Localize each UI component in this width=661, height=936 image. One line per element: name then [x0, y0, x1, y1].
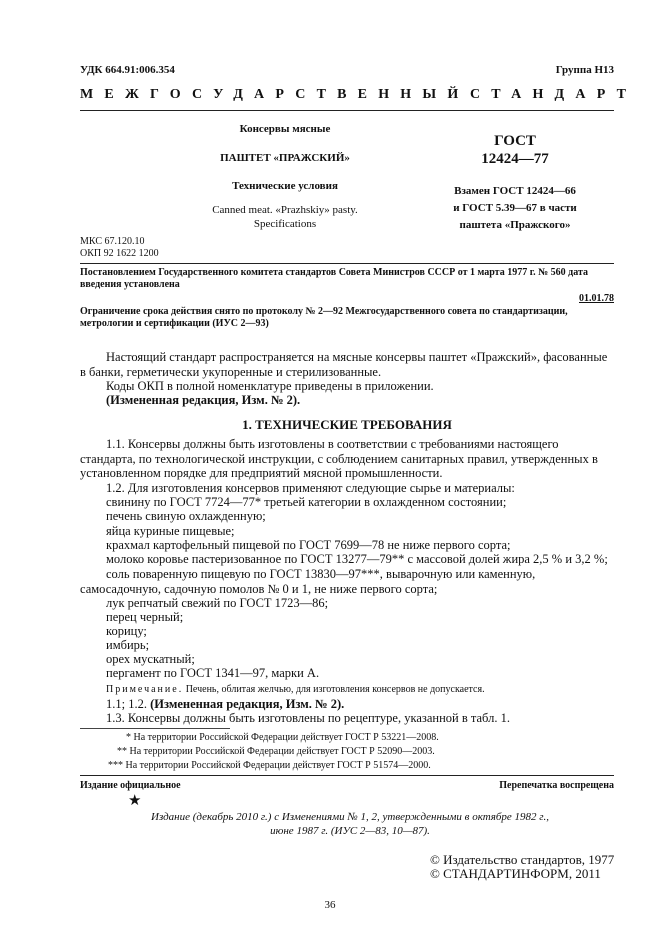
revision-prefix: 1.1; 1.2.	[106, 697, 147, 711]
star-icon: ★	[128, 793, 142, 809]
revision-note-1: (Измененная редакция, Изм. № 2).	[106, 393, 301, 407]
material-item: соль поваренную пищевую по ГОСТ 13830—97***, выварочную или каменную, самосадочную, садочную помолов № 0 и 1, не ниже первого сорта;	[80, 567, 536, 596]
material-item: имбирь;	[106, 638, 150, 652]
material-item: печень свиную охлажденную;	[106, 509, 266, 523]
interstate-heading: МЕЖГОСУДАРСТВЕННЫЙ	[80, 87, 470, 102]
effective-date: 01.01.78	[579, 293, 614, 304]
paragraph-1-1: 1.1. Консервы должны быть изготовлены в соответствии с требованиями настоящего стандарта, по технологической инструкции, с соблюдением санитарных правил, утвержденных в установленном порядке для предприятий мясной промышленности.	[80, 437, 598, 480]
standard-heading: СТАНДАРТ	[470, 87, 638, 102]
okp-note: Коды ОКП в полной номенклатуре приведены в приложении.	[106, 379, 434, 393]
replaces-line-1: Взамен ГОСТ 12424—66	[454, 185, 576, 197]
material-item: крахмал картофельный пищевой по ГОСТ 7699—78 не ниже первого сорта;	[106, 538, 511, 552]
english-title: Canned meat. «Prazhskiy» pasty.	[212, 204, 358, 216]
material-item: перец черный;	[106, 610, 184, 624]
okp-code: ОКП 92 1622 1200	[80, 248, 159, 259]
scope-paragraph: Настоящий стандарт распространяется на мясные консервы паштет «Пражский», фасованные в банки, герметически укупоренные и стерилизованные.	[80, 350, 608, 379]
reprint-prohibited-label: Перепечатка воспрещена	[499, 780, 614, 791]
edition-info-line-1: Издание (декабрь 2010 г.) с Изменениями № 1, 2, утвержденными в октябре 1982 г.,	[151, 811, 549, 823]
decree-text: Постановлением Государственного комитета стандартов Совета Министров СССР от 1 марта 1977 г. № 560 дата введения установлена	[80, 267, 589, 290]
replaces-line-3: паштета «Пражского»	[459, 219, 571, 231]
material-item: пергамент по ГОСТ 1341—97, марки А.	[106, 666, 320, 680]
material-item: корицу;	[106, 624, 147, 638]
product-category: Консервы мясные	[239, 123, 331, 135]
gost-number: 12424—77	[481, 151, 549, 167]
edition-info-line-2: июне 1987 г. (ИУС 2—83, 10—87).	[270, 825, 430, 837]
material-item: молоко коровье пастеризованное по ГОСТ 13277—79** с массовой долей жира 2,5 % и 3,2 %;	[106, 552, 608, 566]
note-label: Примечание.	[106, 684, 184, 695]
note-text: Печень, облитая желчью, для изготовления консервов не допускается.	[185, 684, 485, 695]
footnote-divider	[80, 728, 230, 729]
copyright-line-2: © СТАНДАРТИНФОРМ, 2011	[430, 866, 601, 881]
title-divider	[80, 263, 614, 264]
footnote-3: *** На территории Российской Федерации действует ГОСТ Р 51574—2000.	[108, 760, 431, 771]
header-divider	[80, 110, 614, 111]
copyright-line-1: © Издательство стандартов, 1977	[430, 852, 615, 867]
material-item: орех мускатный;	[106, 652, 195, 666]
note-line	[106, 684, 485, 696]
revision-text: (Измененная редакция, Изм. № 2).	[150, 697, 345, 711]
material-item: свинину по ГОСТ 7724—77* третьей категории в охлажденном состоянии;	[106, 495, 507, 509]
page-number: 36	[324, 899, 336, 911]
official-edition-label: Издание официальное	[80, 780, 181, 791]
gost-label: ГОСТ	[494, 133, 536, 149]
revision-note-2	[106, 697, 344, 712]
restriction-text: Ограничение срока действия снято по протоколу № 2—92 Межгосударственного совета по стандартизации, метрологии и сертификации (ИУС 2—93)	[80, 306, 568, 329]
footer-divider	[80, 775, 614, 776]
footnote-2: ** На территории Российской Федерации действует ГОСТ Р 52090—2003.	[117, 746, 435, 757]
paragraph-1-3: 1.3. Консервы должны быть изготовлены по рецептуре, указанной в табл. 1.	[106, 711, 510, 725]
mks-code: МКС 67.120.10	[80, 236, 145, 247]
material-item: лук репчатый свежий по ГОСТ 1723—86;	[106, 596, 329, 610]
replaces-line-2: и ГОСТ 5.39—67 в части	[453, 202, 577, 214]
group-code: Группа Н13	[555, 64, 614, 76]
document-subtitle: Технические условия	[232, 180, 338, 192]
product-name: ПАШТЕТ «ПРАЖСКИЙ»	[220, 152, 350, 164]
paragraph-1-2: 1.2. Для изготовления консервов применяют следующие сырье и материалы:	[106, 481, 515, 495]
english-subtitle: Specifications	[253, 218, 317, 230]
section-title: 1. ТЕХНИЧЕСКИЕ ТРЕБОВАНИЯ	[242, 417, 452, 432]
footnote-1: * На территории Российской Федерации действует ГОСТ Р 53221—2008.	[126, 732, 439, 743]
material-item: яйца куриные пищевые;	[106, 524, 235, 538]
udk-code: УДК 664.91:006.354	[80, 64, 175, 76]
